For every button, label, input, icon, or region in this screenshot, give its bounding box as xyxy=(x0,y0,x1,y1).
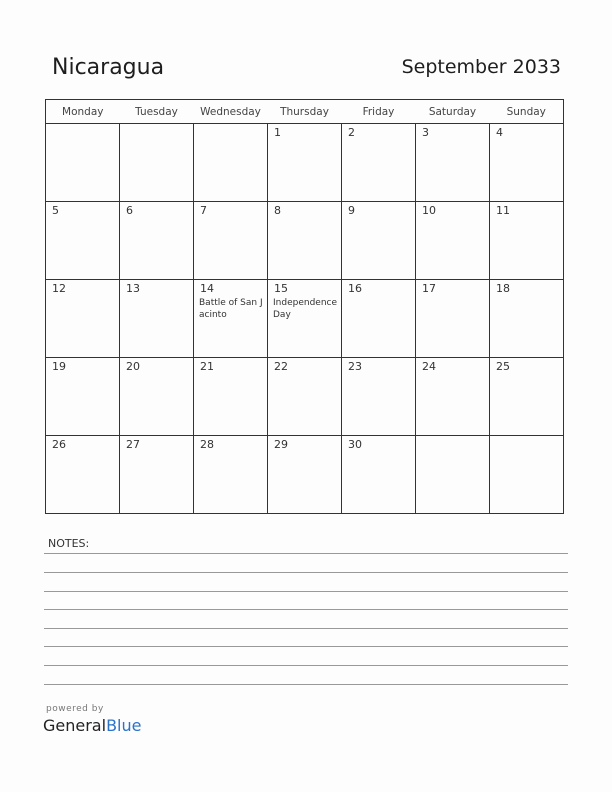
day-cell xyxy=(416,280,490,358)
weekday-header: Thursday xyxy=(268,100,342,124)
day-number: 16 xyxy=(348,282,362,295)
weekday-header: Friday xyxy=(342,100,416,124)
day-cell xyxy=(120,280,194,358)
calendar-grid xyxy=(45,99,564,514)
day-number: 18 xyxy=(496,282,510,295)
day-number: 1 xyxy=(274,126,281,139)
day-number: 17 xyxy=(422,282,436,295)
day-cell xyxy=(120,436,194,514)
day-cell xyxy=(46,436,120,514)
day-cell xyxy=(194,124,268,202)
day-cell xyxy=(46,358,120,436)
day-cell xyxy=(194,202,268,280)
holiday-label: Independence Day xyxy=(273,298,338,320)
day-number: 27 xyxy=(126,438,140,451)
logo-blue: Blue xyxy=(106,716,142,735)
day-cell xyxy=(268,124,342,202)
day-number: 30 xyxy=(348,438,362,451)
day-cell xyxy=(268,202,342,280)
day-number: 13 xyxy=(126,282,140,295)
day-cell xyxy=(490,436,564,514)
weekday-header: Tuesday xyxy=(120,100,194,124)
day-cell xyxy=(490,202,564,280)
day-cell xyxy=(490,124,564,202)
day-number: 23 xyxy=(348,360,362,373)
country-title: Nicaragua xyxy=(52,55,165,80)
weekday-header: Monday xyxy=(46,100,120,124)
holiday-label: Battle of San Jacinto xyxy=(199,298,263,320)
notes-line xyxy=(44,684,568,685)
day-cell xyxy=(46,280,120,358)
day-number: 2 xyxy=(348,126,355,139)
day-number: 10 xyxy=(422,204,436,217)
week-row xyxy=(46,124,564,202)
day-number: 28 xyxy=(200,438,214,451)
day-cell xyxy=(268,436,342,514)
day-cell xyxy=(342,124,416,202)
day-number: 5 xyxy=(52,204,59,217)
day-cell xyxy=(268,280,342,358)
notes-line xyxy=(44,609,568,610)
day-cell xyxy=(194,280,268,358)
day-cell xyxy=(120,358,194,436)
day-number: 8 xyxy=(274,204,281,217)
week-row xyxy=(46,280,564,358)
day-number: 12 xyxy=(52,282,66,295)
day-cell xyxy=(342,436,416,514)
day-number: 21 xyxy=(200,360,214,373)
day-cell xyxy=(342,280,416,358)
day-number: 11 xyxy=(496,204,510,217)
day-cell xyxy=(120,124,194,202)
day-number: 22 xyxy=(274,360,288,373)
powered-by-text: powered by xyxy=(46,704,104,714)
notes-line xyxy=(44,591,568,592)
week-row xyxy=(46,436,564,514)
day-number: 4 xyxy=(496,126,503,139)
week-row xyxy=(46,358,564,436)
day-cell xyxy=(120,202,194,280)
notes-line xyxy=(44,553,568,554)
weekday-header-row xyxy=(46,100,564,124)
day-number: 24 xyxy=(422,360,436,373)
day-number: 20 xyxy=(126,360,140,373)
day-cell xyxy=(194,436,268,514)
day-cell xyxy=(490,358,564,436)
day-cell xyxy=(416,202,490,280)
day-number: 7 xyxy=(200,204,207,217)
day-cell xyxy=(490,280,564,358)
day-number: 14 xyxy=(200,282,214,295)
day-cell xyxy=(194,358,268,436)
notes-line xyxy=(44,628,568,629)
day-cell xyxy=(342,202,416,280)
day-number: 3 xyxy=(422,126,429,139)
notes-line xyxy=(44,572,568,573)
day-cell xyxy=(416,358,490,436)
day-cell xyxy=(416,124,490,202)
day-number: 19 xyxy=(52,360,66,373)
month-year-title: September 2033 xyxy=(401,56,561,78)
week-row xyxy=(46,202,564,280)
generalblue-logo xyxy=(43,716,141,735)
notes-line xyxy=(44,646,568,647)
weekday-header: Saturday xyxy=(416,100,490,124)
day-number: 25 xyxy=(496,360,510,373)
day-cell xyxy=(268,358,342,436)
weekday-header: Sunday xyxy=(490,100,564,124)
weekday-header: Wednesday xyxy=(194,100,268,124)
day-number: 6 xyxy=(126,204,133,217)
day-cell xyxy=(416,436,490,514)
day-cell xyxy=(46,202,120,280)
day-cell xyxy=(46,124,120,202)
day-number: 26 xyxy=(52,438,66,451)
day-number: 29 xyxy=(274,438,288,451)
notes-label: NOTES: xyxy=(48,537,90,550)
day-cell xyxy=(342,358,416,436)
day-number: 15 xyxy=(274,282,288,295)
day-number: 9 xyxy=(348,204,355,217)
notes-line xyxy=(44,665,568,666)
logo-general: General xyxy=(43,716,107,735)
